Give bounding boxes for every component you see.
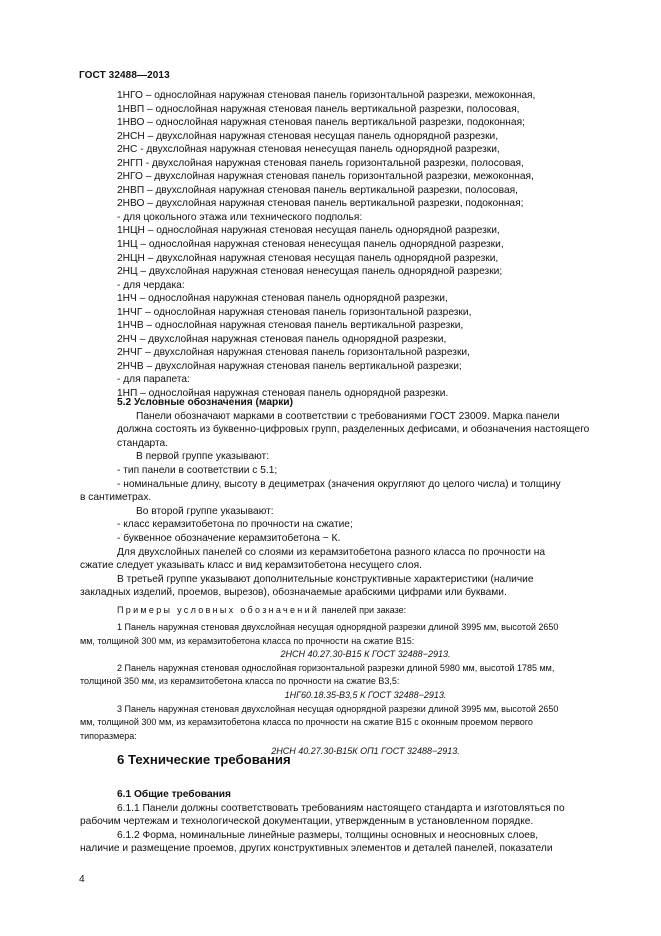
example-mark: 2НСН 40.27.30-В15 К ГОСТ 32488−2913. (280, 649, 451, 660)
list-item: - класс керамзитобетона по прочности на сжатие; (117, 519, 353, 531)
panel-type-list-item: 2НС - двухслойная наружная стеновая ненесущая панель однорядной разрезки, (117, 144, 500, 156)
examples-label: Примеры условных обозначений (117, 604, 320, 615)
example-line: толщиной 350 мм, из керамзитобетона класса по прочности на сжатие В3,5: (80, 676, 400, 687)
section-6-1-title: 6.1 Общие требования (117, 789, 231, 800)
paragraph-line: закладных изделий, проемов, вырезов), обозначаемые арабскими цифрами или буквами. (80, 587, 507, 599)
panel-type-list-item: 1НЧВ – однослойная наружная стеновая панель вертикальной разрезки, (117, 320, 464, 332)
section-5-2 (80, 396, 614, 618)
paragraph-line: должна состоять из буквенно-цифровых групп, разделенных дефисами, и обозначения настоящего (117, 424, 590, 436)
panel-type-list-item: 2НЧГ – двухслойная наружная стеновая панель горизонтальной разрезки, (117, 347, 470, 359)
paragraph-line: Для двухслойных панелей со слоями из керамзитобетона разного класса по прочности на (117, 546, 546, 558)
panel-type-list-item: - для чердака: (117, 279, 185, 291)
examples-label-rest: панелей при заказе: (319, 604, 407, 615)
section-6-title: 6 Технические требования (117, 752, 291, 767)
panel-type-list-item: 2НЧ – двухслойная наружная стеновая панель однорядной разрезки, (117, 333, 447, 345)
panel-type-list-item: 1НЦ – однослойная наружная стеновая ненесущая панель однорядной разрезки, (117, 239, 504, 251)
panel-type-list-item: 1НЧ – однослойная наружная стеновая панель однорядной разрезки, (117, 293, 448, 305)
panel-type-list-item: - для цокольного этажа или технического подполья: (117, 211, 363, 223)
list-item: - номинальные длину, высоту в дециметрах (значения округляют до целого числа) и толщину (117, 478, 561, 490)
examples-block (80, 621, 614, 759)
page-number: 4 (79, 874, 85, 885)
panel-type-list-item: 2НВО – двухслойная наружная стеновая панель вертикальной разрезки, подоконная; (117, 198, 524, 210)
panel-type-list-item: 1НЧГ – однослойная наружная стеновая панель горизонтальной разрезки, (117, 306, 472, 318)
examples-heading (117, 604, 614, 618)
panel-type-list-item: 2НЦН – двухслойная наружная стеновая несущая панель однорядной разрезки, (117, 252, 499, 264)
example-line: типоразмера: (80, 730, 137, 741)
panel-type-list-item: 1НВО – однослойная наружная стеновая панель вертикальной разрезки, подоконная; (117, 117, 525, 129)
example-line: мм, толщиной 300 мм, из керамзитобетона класса по прочности на сжатие В15 с оконным проемом первого (80, 717, 533, 728)
panel-type-list-item: 2НГП - двухслойная наружная стеновая панель горизонтальной разрезки, полосовая, (117, 157, 524, 169)
paragraph-line: Панели обозначают марками в соответствии с требованиями ГОСТ 23009. Марка панели (136, 410, 560, 422)
panel-type-list (117, 89, 587, 401)
example-line: 3 Панель наружная стеновая двухслойная несущая однорядной разрезки длиной 3995 мм, высотой 2650 (117, 703, 559, 714)
example-line: 2 Панель наружная стеновая однослойная горизонтальной разрезки длиной 5980 мм, высотой 1785 мм, (117, 662, 555, 673)
section-5-2-title: 5.2 Условные обозначения (марки) (117, 397, 293, 408)
document-header: ГОСТ 32488—2013 (79, 70, 170, 81)
paragraph-line: наличие и размещение проемов, других конструктивных элементов и деталей панелей, показатели (80, 843, 553, 855)
panel-type-list-item: 1НВП – однослойная наружная стеновая панель вертикальной разрезки, полосовая, (117, 103, 520, 115)
panel-type-list-item: 2НЧВ – двухслойная наружная стеновая панель вертикальной разрезки; (117, 360, 462, 372)
panel-type-list-item: 2НВП – двухслойная наружная стеновая панель вертикальной разрезки, полосовая, (117, 184, 518, 196)
example-line: 1 Панель наружная стеновая двухслойная несущая однорядной разрезки длиной 3995 мм, высотой 2650 (117, 622, 559, 632)
paragraph-line: В первой группе указывают: (136, 451, 270, 463)
panel-type-list-item: 1НЦН – однослойная наружная стеновая несущая панель однорядной разрезки, (117, 225, 500, 237)
example-mark: 2НСН 40.27.30-В15К ОП1 ГОСТ 32488−2913. (271, 746, 460, 757)
example-line: мм, толщиной 300 мм, из керамзитобетона класса по прочности на сжатие В15: (80, 635, 415, 646)
panel-type-list-item: 2НЦ – двухслойная наружная стеновая ненесущая панель однорядной разрезки; (117, 266, 503, 278)
paragraph-line: рабочим чертежам и технологической документации, утвержденным в установленном порядке. (80, 816, 534, 828)
panel-type-list-item: - для парапета: (117, 374, 190, 386)
panel-type-list-item: 1НГО – однослойная наружная стеновая панель горизонтальной разрезки, межоконная, (117, 90, 536, 101)
paragraph-line: 6.1.1 Панели должны соответствовать требованиям настоящего стандарта и изготовляться по (117, 802, 565, 814)
list-item: - буквенное обозначение керамзитобетона − К. (117, 532, 341, 544)
paragraph-line: В третьей группе указывают дополнительные конструктивные характеристики (наличие (117, 573, 534, 585)
paragraph-line: сжатие следует указывать класс и вид керамзитобетона несущего слоя. (80, 560, 422, 572)
list-item: в сантиметрах. (80, 492, 152, 504)
paragraph-line: Во второй группе указывают: (136, 505, 274, 517)
section-6-1 (80, 788, 614, 856)
panel-type-list-item: 2НГО – двухслойная наружная стеновая панель горизонтальной разрезки, межоконная, (117, 171, 534, 183)
panel-type-list-item: 1НП – однослойная наружная стеновая панель однорядной разрезки. (117, 388, 449, 400)
example-mark: 1НГ60.18.35-В3,5 К ГОСТ 32488−2913. (284, 689, 447, 700)
paragraph-line: 6.1.2 Форма, номинальные линейные размеры, толщины основных и неосновных слоев, (117, 829, 539, 841)
list-item: - тип панели в соответствии с 5.1; (117, 464, 278, 476)
paragraph-line: стандарта. (117, 437, 169, 449)
panel-type-list-item: 2НСН – двухслойная наружная стеновая несущая панель однорядной разрезки, (117, 130, 499, 142)
